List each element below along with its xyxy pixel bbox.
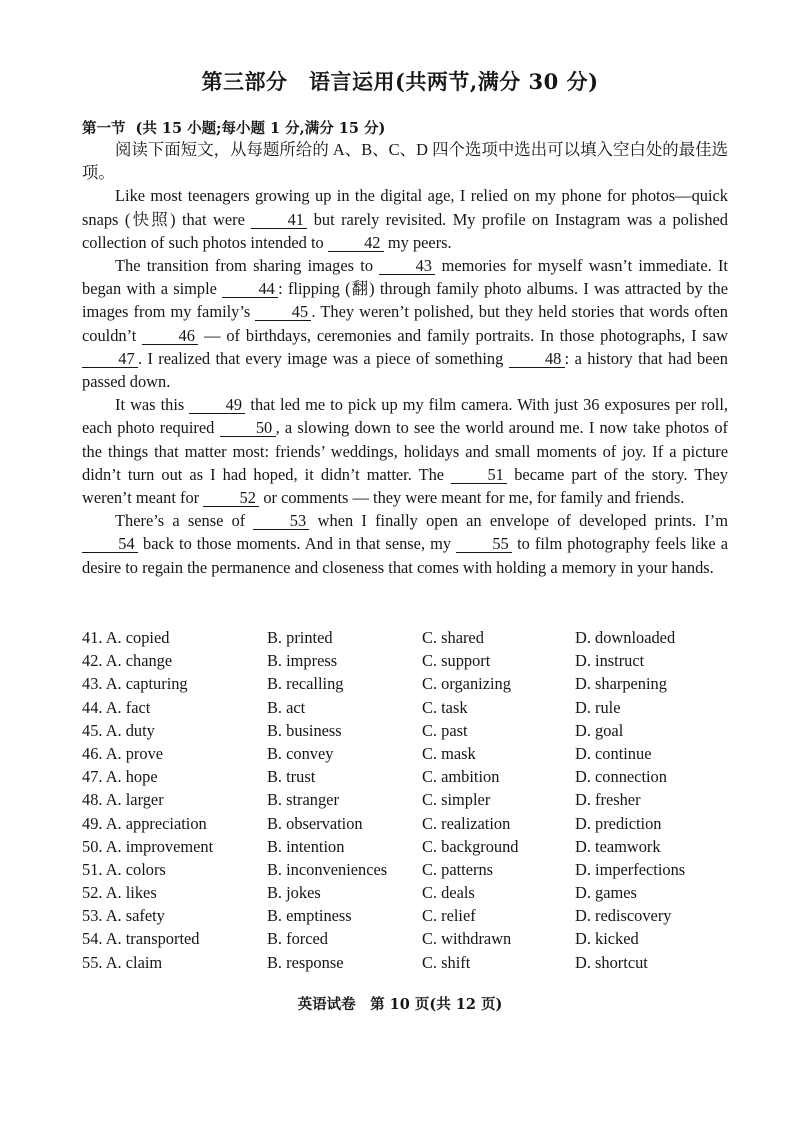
option-a-text: A. copied (105, 628, 170, 647)
option-row (82, 742, 742, 765)
option-c: C. deals (422, 883, 475, 903)
option-b: B. convey (267, 743, 334, 763)
passage-text: . They weren’t polished, but they held stories that words often couldn’t (82, 302, 728, 345)
option-a (82, 812, 267, 835)
option-b: B. trust (267, 767, 316, 787)
option-c: C. past (422, 720, 468, 740)
option-b: B. jokes (267, 883, 321, 903)
blank-51: 51 (451, 466, 507, 484)
option-a-text: A. colors (105, 859, 166, 879)
option-c: C. support (422, 651, 491, 671)
option-a (82, 881, 267, 904)
passage-paragraph (82, 254, 728, 393)
blank-52: 52 (203, 489, 259, 507)
option-b: B. stranger (267, 790, 339, 810)
option-a (82, 649, 267, 672)
option-b: B. inconveniences (267, 859, 388, 879)
option-row (82, 927, 742, 950)
option-row (82, 812, 742, 835)
question-number: 41. (82, 628, 103, 647)
option-c: C. task (422, 697, 468, 717)
blank-44: 44 (222, 280, 278, 298)
option-d: D. instruct (575, 651, 645, 671)
blank-55: 55 (456, 535, 512, 553)
question-number: 52. (82, 883, 103, 903)
option-a-text: A. fact (105, 697, 151, 717)
passage-text: : a history that had been passed down. (82, 348, 728, 392)
blank-41: 41 (251, 211, 307, 229)
option-b: B. forced (267, 929, 328, 949)
option-d: D. prediction (575, 813, 662, 833)
option-a (82, 858, 267, 881)
answer-options (82, 626, 742, 974)
option-a-text: A. prove (105, 743, 164, 763)
option-b: B. observation (267, 813, 363, 833)
question-number: 46. (82, 743, 103, 763)
option-a-text: A. transported (105, 929, 200, 949)
option-c: C. shared (422, 628, 484, 647)
option-a (82, 696, 267, 719)
question-number: 45. (82, 720, 103, 740)
passage-text: but rarely revisited. My profile on Instagram was a polished collection of such photos intended to (82, 209, 728, 252)
option-c: C. ambition (422, 767, 500, 787)
blank-50: 50 (220, 419, 276, 437)
option-row (82, 881, 742, 904)
question-number: 50. (82, 836, 103, 856)
question-number: 51. (82, 859, 103, 879)
option-a (82, 765, 267, 788)
option-row (82, 649, 742, 672)
blank-42: 42 (328, 234, 384, 252)
passage-text: became part of the story. They weren’t meant for (82, 464, 728, 508)
option-d: D. rediscovery (575, 906, 672, 926)
option-row (82, 696, 742, 719)
option-d: D. fresher (575, 790, 641, 810)
option-d: D. rule (575, 697, 621, 717)
blank-43: 43 (379, 257, 435, 275)
option-a (82, 927, 267, 950)
option-d: D. games (575, 883, 637, 903)
passage-text: . I realized that every image was a piece of something (138, 348, 509, 368)
option-row (82, 951, 742, 974)
option-a-text: A. hope (105, 767, 158, 787)
passage-text: , a slowing down to see the world around me. I now take photos of the things that matter most: friends’ weddings, holidays and small moments of joy. If a picture didn’t turn out as I had hoped, it didn’t matter. The (82, 418, 728, 484)
option-a-text: A. improvement (105, 836, 214, 856)
option-b: B. recalling (267, 674, 344, 694)
option-a-text: A. appreciation (105, 813, 207, 833)
option-d: D. sharpening (575, 674, 667, 694)
option-a (82, 835, 267, 858)
passage-text: Like most teenagers growing up in the digital age, I relied on my phone for photos—quick snaps (快照) that were (82, 186, 728, 229)
option-c: C. mask (422, 743, 476, 763)
passage-text: or comments — they were meant for me, for family and friends. (259, 488, 685, 508)
option-d: D. downloaded (575, 628, 676, 647)
section-note: (共 15 小题;每小题 1 分,满分 15 分) (135, 120, 386, 137)
option-c: C. patterns (422, 859, 494, 879)
option-a-text: A. capturing (105, 674, 188, 694)
instruction-paragraph: 阅读下面短文，从每题所给的 A、B、C、D 四个选项中选出可以填入空白处的最佳选项。 (82, 140, 728, 183)
option-c: C. organizing (422, 674, 511, 694)
passage-paragraph (82, 509, 728, 579)
blank-45: 45 (255, 303, 311, 321)
option-a-text: A. likes (105, 883, 157, 903)
passage-text: when I finally open an envelope of developed prints. I’m (309, 511, 728, 531)
option-a-text: A. claim (105, 952, 163, 972)
option-row (82, 788, 742, 811)
option-b: B. intention (267, 836, 345, 856)
passage-text: There’s a sense of (115, 511, 254, 531)
question-number: 43. (82, 674, 103, 694)
option-c: C. relief (422, 906, 476, 926)
blank-46: 46 (142, 327, 198, 345)
option-a (82, 904, 267, 927)
blank-48: 48 (509, 350, 565, 368)
option-d: D. kicked (575, 929, 639, 949)
question-number: 48. (82, 790, 103, 810)
question-number: 55. (82, 952, 103, 972)
option-row (82, 626, 742, 649)
option-d: D. connection (575, 767, 667, 787)
blank-49: 49 (189, 396, 245, 414)
option-row (82, 858, 742, 881)
passage-text: my peers. (383, 232, 452, 252)
option-a-text: A. safety (105, 906, 165, 926)
option-d: D. continue (575, 743, 652, 763)
option-a (82, 719, 267, 742)
blank-53: 53 (253, 512, 309, 530)
option-b: B. emptiness (267, 906, 352, 926)
page-footer: 英语试卷 第 10 页(共 12 页) (297, 996, 503, 1013)
option-d: D. goal (575, 720, 624, 740)
option-row (82, 719, 742, 742)
question-number: 44. (82, 697, 103, 717)
passage-text: The transition from sharing images to (115, 256, 380, 276)
option-a (82, 626, 267, 649)
passage-text: memories for myself wasn’t immediate. It began with a simple (82, 256, 728, 299)
option-b: B. impress (267, 651, 338, 671)
option-d: D. teamwork (575, 836, 661, 856)
option-a-text: A. larger (105, 790, 164, 810)
passage-paragraph (82, 184, 728, 254)
passage-text: that led me to pick up my film camera. With just 36 exposures per roll, each photo required (82, 395, 728, 438)
option-c: C. background (422, 836, 519, 856)
option-b: B. act (267, 697, 306, 717)
question-number: 49. (82, 813, 103, 833)
option-c: C. realization (422, 813, 511, 833)
option-c: C. withdrawn (422, 929, 512, 949)
section-header (82, 117, 385, 138)
blank-47: 47 (82, 350, 138, 368)
part-title: 第三部分 语言运用(共两节,满分 30 分) (201, 69, 599, 94)
section-label: 第一节 (82, 120, 126, 137)
passage-text: — of birthdays, ceremonies and family portraits. In those photographs, I saw (198, 325, 728, 345)
blank-54: 54 (82, 535, 138, 553)
passage-text: : flipping (翻) through family photo albums. I was attracted by the images from my family’s (82, 279, 729, 322)
option-d: D. shortcut (575, 952, 648, 972)
option-row (82, 765, 742, 788)
option-b: B. printed (267, 628, 333, 647)
option-a (82, 951, 267, 974)
option-a-text: A. duty (105, 720, 155, 740)
option-row (82, 672, 742, 695)
passage-text: back to those moments. And in that sense, my (138, 534, 457, 554)
option-c: C. simpler (422, 790, 491, 810)
question-number: 42. (82, 651, 103, 671)
passage-text: It was this (115, 395, 190, 415)
option-a-text: A. change (105, 651, 173, 671)
passage-body (82, 184, 728, 578)
question-number: 53. (82, 906, 103, 926)
option-b: B. response (267, 952, 344, 972)
option-c: C. shift (422, 952, 471, 972)
question-number: 54. (82, 929, 103, 949)
option-a (82, 672, 267, 695)
option-a (82, 788, 267, 811)
option-row (82, 904, 742, 927)
option-d: D. imperfections (575, 859, 686, 879)
question-number: 47. (82, 767, 103, 787)
option-b: B. business (267, 720, 342, 740)
passage-paragraph (82, 393, 728, 509)
reading-passage (82, 138, 728, 579)
passage-text: to film photography feels like a desire to regain the permanence and closeness that comes with holding a memory in your hands. (82, 534, 728, 577)
option-row (82, 835, 742, 858)
option-a (82, 742, 267, 765)
